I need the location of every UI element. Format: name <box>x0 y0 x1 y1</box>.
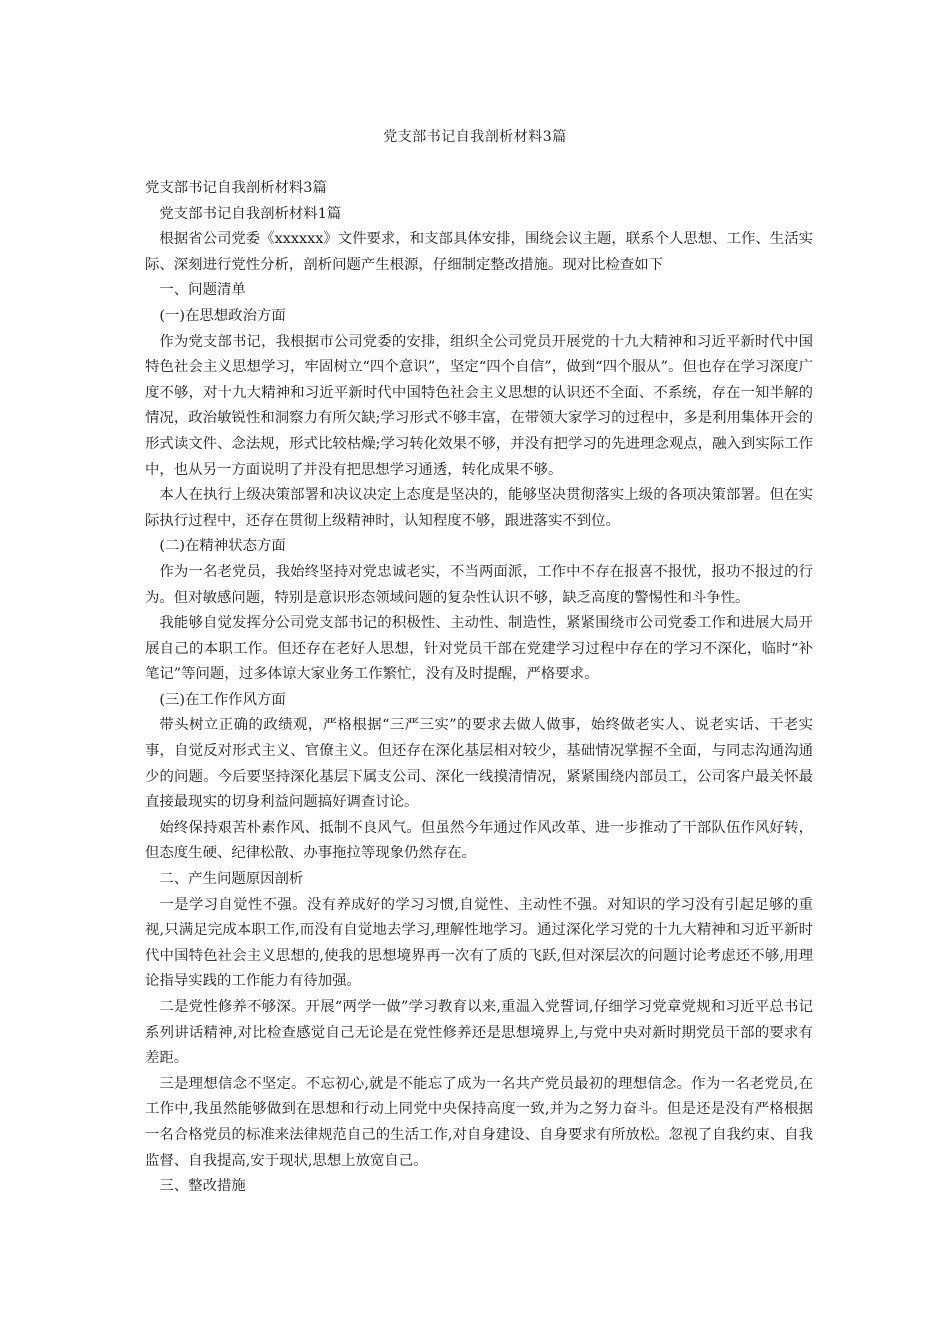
paragraph: 党支部书记自我剖析材料3篇 <box>145 180 327 196</box>
paragraph: (三)在工作作风方面 <box>159 691 286 708</box>
paragraph: 一是学习自觉性不强。没有养成好的学习习惯,自觉性、主动性不强。对知识的学习没有引起足够的重视,只满足完成本职工作,而没有自觉地去学习,理解性地学习。通过深化学习党的十九大精神和习近平新时代中国特色社会主义思想的,使我的思想境界再一次有了质的飞跃,但对深层次的问题讨论考虑还不够,用理论指导实践的工作能力有待加强。 <box>145 896 813 990</box>
paragraph: 党支部书记自我剖析材料1篇 <box>159 205 342 222</box>
paragraph: 二是党性修养不够深。开展“两学一做”学习教育以来,重温入党誓词,仔细学习党章党规和习近平总书记系列讲话精神,对比检查感觉自己无论是在党性修养还是思想境界上,与党中央对新时期党员干部的要求有差距。 <box>145 999 813 1067</box>
document-body <box>145 176 813 1200</box>
document-title: 党支部书记自我剖析材料3篇 <box>383 129 567 145</box>
paragraph: 三是理想信念不坚定。不忘初心,就是不能忘了成为一名共产党员最初的理想信念。作为一名老党员,在工作中,我虽然能够做到在思想和行动上同党中央保持高度一致,并为之努力奋斗。但是还是没有严格根据一名合格党员的标准来法律规范自己的生活工作,对自身建设、自身要求有所放松。忽视了自我约束、自我监督、自我提高,安于现状,思想上放宽自己。 <box>145 1075 813 1169</box>
paragraph: 作为党支部书记，我根据市公司党委的安排，组织全公司党员开展党的十九大精神和习近平新时代中国特色社会主义思想学习，牢固树立“四个意识”，坚定“四个自信”，做到“四个服从”。但也存在学习深度广度不够，对十九大精神和习近平新时代中国特色社会主义思想的认识还不全面、不系统，存在一知半解的情况，政治敏锐性和洞察力有所欠缺;学习形式不够丰富，在带领大家学习的过程中，多是利用集体开会的形式读文件、念法规，形式比较枯燥;学习转化效果不够，并没有把学习的先进理念观点，融入到实际工作中，也从另一方面说明了并没有把思想学习通透，转化成果不够。 <box>145 333 813 478</box>
paragraph: 一、问题清单 <box>159 282 246 299</box>
paragraph: 我能够自觉发挥分公司党支部书记的积极性、主动性、制造性，紧紧围绕市公司党委工作和进展大局开展自己的本职工作。但还存在老好人思想，针对党员干部在党建学习过程中存在的学习不深化，临时“补笔记”等问题，过多体谅大家业务工作繁忙，没有及时提醒，严格要求。 <box>145 615 813 683</box>
paragraph: 作为一名老党员，我始终坚持对党忠诚老实，不当两面派，工作中不存在报喜不报忧，报功不报过的行为。但对敏感问题，特别是意识形态领域问题的复杂性认识不够，缺乏高度的警惕性和斗争性。 <box>145 563 813 606</box>
paragraph: 二、产生问题原因剖析 <box>159 871 304 888</box>
paragraph: 带头树立正确的政绩观，严格根据“三严三实”的要求去做人做事，始终做老实人、说老实话、干老实事，自觉反对形式主义、官僚主义。但还存在深化基层相对较少，基础情况掌握不全面，与同志沟通沟通少的问题。今后要坚持深化基层下属支公司、深化一线摸清情况，紧紧围绕内部员工，公司客户最关怀最直接最现实的切身利益问题搞好调查讨论。 <box>145 717 813 811</box>
paragraph: 三、整改措施 <box>159 1178 246 1195</box>
paragraph: 始终保持艰苦朴素作风、抵制不良风气。但虽然今年通过作风改革、进一步推动了干部队伍作风好转，但态度生硬、纪律松散、办事拖拉等现象仍然存在。 <box>145 819 813 862</box>
paragraph: 本人在执行上级决策部署和决议决定上态度是坚决的，能够坚决贯彻落实上级的各项决策部署。但在实际执行过程中，还存在贯彻上级精神时，认知程度不够，跟进落实不到位。 <box>145 487 813 529</box>
paragraph: 根据省公司党委《xxxxxx》文件要求，和支部具体安排，围绕会议主题，联系个人思想、工作、生活实际、深刻进行党性分析，剖析问题产生根源，仔细制定整改措施。现对比检查如下 <box>145 231 813 273</box>
paragraph: (二)在精神状态方面 <box>159 538 286 555</box>
paragraph: (一)在思想政治方面 <box>159 307 286 324</box>
